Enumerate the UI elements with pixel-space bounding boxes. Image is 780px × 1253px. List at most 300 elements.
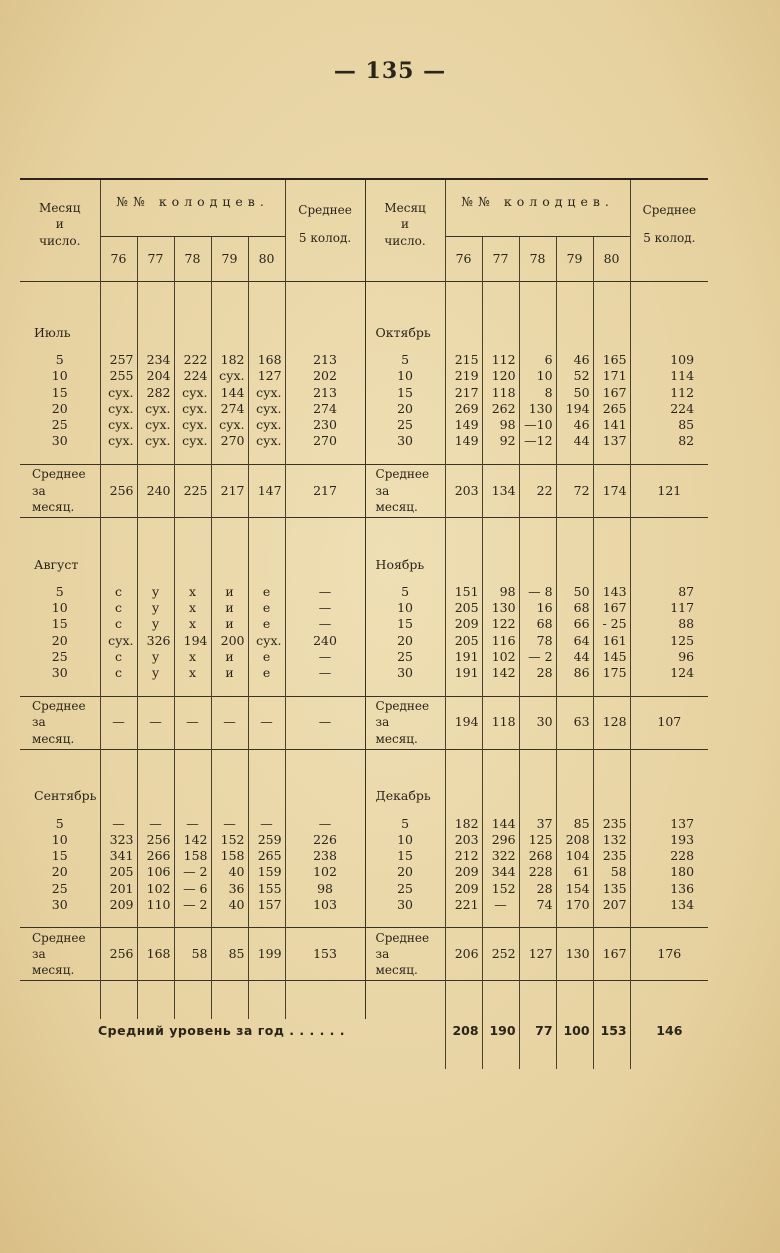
gap-cell: [20, 450, 100, 465]
well-value: 50: [556, 584, 593, 600]
well-value: 58: [593, 864, 630, 880]
well-value: 64: [556, 633, 593, 649]
gap-cell: [100, 913, 137, 928]
year-well-average: 77: [519, 1019, 556, 1043]
well-value: 127: [248, 368, 285, 384]
gap-cell: [174, 808, 211, 816]
well-value: 168: [248, 352, 285, 368]
well-value: с: [100, 616, 137, 632]
well-value: 182: [445, 816, 482, 832]
well-value: 149: [445, 417, 482, 433]
table-row: [20, 368, 708, 384]
table-row: [20, 633, 708, 649]
well-value: 204: [137, 368, 174, 384]
well-value: 137: [593, 433, 630, 449]
well-value: 154: [556, 881, 593, 897]
empty-cell: [100, 322, 137, 344]
well-value: — 8: [519, 584, 556, 600]
well-value: 122: [482, 616, 519, 632]
spacer-cell: [248, 749, 285, 786]
well-value: е: [248, 584, 285, 600]
gap-cell: [445, 344, 482, 352]
spacer-cell: [248, 282, 285, 323]
spacer-cell: [593, 282, 630, 323]
well-value: с: [100, 665, 137, 681]
gap-row: [20, 913, 708, 928]
empty-cell: [556, 786, 593, 808]
day-cell: 5: [55, 352, 64, 367]
well-value: 157: [248, 897, 285, 913]
row-average: —: [285, 600, 365, 616]
well-value: 135: [593, 881, 630, 897]
well-value: 149: [445, 433, 482, 449]
well-value: 255: [100, 368, 137, 384]
row-average: 226: [285, 832, 365, 848]
day-cell: 25: [365, 417, 445, 433]
day-cell: 5: [365, 584, 445, 600]
well-value: 262: [482, 401, 519, 417]
spacer-cell: [100, 749, 137, 786]
monthly-five-well-average: 217: [285, 464, 365, 517]
spacer-cell: [482, 749, 519, 786]
gap-cell: [630, 808, 708, 816]
month-name: Сентябрь: [34, 788, 97, 804]
well-value: сух.: [174, 401, 211, 417]
gap-cell: [285, 344, 365, 352]
spacer-cell: [445, 1043, 482, 1069]
gap-cell: [174, 913, 211, 928]
well-value: 37: [519, 816, 556, 832]
spacer-cell: [445, 749, 482, 786]
well-value: 257: [100, 352, 137, 368]
empty-cell: [248, 786, 285, 808]
monthly-five-well-average: —: [285, 696, 365, 749]
empty-cell: [285, 786, 365, 808]
well-value: 208: [556, 832, 593, 848]
well-value: 228: [519, 864, 556, 880]
row-average: —: [285, 584, 365, 600]
gap-cell: [482, 682, 519, 697]
table-row: [20, 832, 708, 848]
well-value: 151: [445, 584, 482, 600]
empty-cell: [211, 554, 248, 576]
gap-cell: [285, 913, 365, 928]
well-value: сух.: [248, 401, 285, 417]
monthly-well-average: 30: [519, 696, 556, 749]
day-cell: 20: [51, 864, 68, 880]
well-value: 61: [556, 864, 593, 880]
row-average: 87: [630, 584, 708, 600]
table-row: [20, 385, 708, 401]
monthly-well-average: 72: [556, 464, 593, 517]
average-column-header: Среднее 5 колод.: [630, 179, 708, 282]
table-row: [20, 816, 708, 832]
empty-cell: [630, 554, 708, 576]
well-value: сух.: [100, 417, 137, 433]
row-average: —: [285, 616, 365, 632]
monthly-well-average: —: [211, 696, 248, 749]
row-average: 85: [630, 417, 708, 433]
well-value: 259: [248, 832, 285, 848]
well-value: 171: [593, 368, 630, 384]
gap-cell: [137, 450, 174, 465]
row-average: 117: [630, 600, 708, 616]
well-value: х: [174, 616, 211, 632]
monthly-well-average: 58: [174, 928, 211, 981]
empty-cell: [630, 322, 708, 344]
well-value: 203: [445, 832, 482, 848]
gap-cell: [556, 808, 593, 816]
empty-cell: [519, 554, 556, 576]
spacer-cell: [365, 749, 445, 786]
day-cell: 10: [51, 600, 68, 616]
row-average: 98: [285, 881, 365, 897]
table-row: [20, 864, 708, 880]
spacer-cell: [593, 1043, 630, 1069]
gap-cell: [445, 682, 482, 697]
block-spacer: [20, 749, 708, 786]
gap-cell: [100, 682, 137, 697]
monthly-average-label: Среднее за месяц.: [365, 928, 445, 981]
well-value: 44: [556, 433, 593, 449]
row-average: —: [285, 649, 365, 665]
well-value: — 6: [174, 881, 211, 897]
well-value: 323: [100, 832, 137, 848]
row-average: 124: [630, 665, 708, 681]
day-cell: 20: [365, 633, 445, 649]
gap-cell: [20, 913, 100, 928]
gap-row: [20, 682, 708, 697]
gap-cell: [519, 682, 556, 697]
well-value: 165: [593, 352, 630, 368]
gap-row: [20, 344, 708, 352]
well-value: сух.: [211, 368, 248, 384]
well-value: 155: [248, 881, 285, 897]
year-well-average: 190: [482, 1019, 519, 1043]
gap-row: [20, 576, 708, 584]
gap-cell: [445, 808, 482, 816]
gap-cell: [556, 450, 593, 465]
wells-column-header: №№ колодцев.: [100, 179, 285, 237]
gap-cell: [211, 913, 248, 928]
day-cell: 5: [365, 352, 445, 368]
well-value: сух.: [248, 385, 285, 401]
row-average: 96: [630, 649, 708, 665]
monthly-well-average: 206: [445, 928, 482, 981]
well-number-header: 76: [445, 237, 482, 282]
well-value: е: [248, 649, 285, 665]
well-value: —: [248, 816, 285, 832]
row-average: 114: [630, 368, 708, 384]
well-value: 145: [593, 649, 630, 665]
month-name: Октябрь: [365, 322, 445, 344]
well-value: 205: [445, 600, 482, 616]
empty-cell: [445, 322, 482, 344]
well-value: 141: [593, 417, 630, 433]
gap-cell: [593, 344, 630, 352]
well-value: 215: [445, 352, 482, 368]
monthly-well-average: 127: [519, 928, 556, 981]
well-value: —: [482, 897, 519, 913]
gap-cell: [211, 808, 248, 816]
spacer-cell: [630, 981, 708, 1020]
well-value: 152: [482, 881, 519, 897]
day-cell: 20: [51, 632, 68, 648]
well-value: —: [137, 816, 174, 832]
table-row: [20, 433, 708, 449]
spacer-cell: [519, 749, 556, 786]
table-row: [20, 401, 708, 417]
row-average: 228: [630, 848, 708, 864]
gap-cell: [248, 450, 285, 465]
well-value: —: [211, 816, 248, 832]
well-value: 269: [445, 401, 482, 417]
well-number-header: 79: [211, 237, 248, 282]
spacer-cell: [365, 981, 445, 1020]
gap-cell: [174, 682, 211, 697]
row-average: —: [285, 816, 365, 832]
spacer-cell: [445, 282, 482, 323]
spacer-cell: [630, 282, 708, 323]
gap-cell: [519, 913, 556, 928]
well-value: 28: [519, 665, 556, 681]
gap-cell: [482, 913, 519, 928]
empty-cell: [556, 554, 593, 576]
well-value: 200: [211, 633, 248, 649]
well-value: 207: [593, 897, 630, 913]
well-value: 167: [593, 600, 630, 616]
empty-cell: [248, 322, 285, 344]
row-average: 202: [285, 368, 365, 384]
monthly-five-well-average: 121: [630, 464, 708, 517]
gap-cell: [482, 450, 519, 465]
month-name: Ноябрь: [365, 554, 445, 576]
well-value: сух.: [174, 433, 211, 449]
well-value: 209: [445, 881, 482, 897]
day-cell: 30: [365, 665, 445, 681]
monthly-well-average: 199: [248, 928, 285, 981]
gap-cell: [174, 576, 211, 584]
monthly-well-average: 22: [519, 464, 556, 517]
monthly-well-average: 240: [137, 464, 174, 517]
well-value: 110: [137, 897, 174, 913]
row-average: 238: [285, 848, 365, 864]
well-value: 66: [556, 616, 593, 632]
empty-cell: [100, 554, 137, 576]
well-value: 142: [174, 832, 211, 848]
monthly-well-average: 256: [100, 464, 137, 517]
empty-cell: [211, 322, 248, 344]
spacer-cell: [556, 282, 593, 323]
gap-cell: [593, 682, 630, 697]
empty-cell: [445, 786, 482, 808]
well-value: сух.: [137, 417, 174, 433]
row-average: 112: [630, 385, 708, 401]
well-value: — 2: [174, 864, 211, 880]
well-value: 50: [556, 385, 593, 401]
well-value: 106: [137, 864, 174, 880]
monthly-well-average: 167: [593, 928, 630, 981]
well-number-header: 77: [482, 237, 519, 282]
row-average: 137: [630, 816, 708, 832]
row-average: 102: [285, 864, 365, 880]
monthly-five-well-average: 153: [285, 928, 365, 981]
gap-cell: [482, 808, 519, 816]
spacer-cell: [482, 981, 519, 1020]
well-value: с: [100, 600, 137, 616]
row-average: 224: [630, 401, 708, 417]
empty-cell: [630, 786, 708, 808]
well-value: —12: [519, 433, 556, 449]
gap-cell: [20, 344, 100, 352]
empty-cell: [482, 554, 519, 576]
average-column-header: Среднее 5 колод.: [285, 179, 365, 282]
well-value: 209: [445, 616, 482, 632]
empty-cell: [445, 554, 482, 576]
spacer-cell: [211, 517, 248, 554]
well-value: 265: [248, 848, 285, 864]
spacer-cell: [100, 981, 137, 1020]
gap-cell: [519, 344, 556, 352]
well-value: у: [137, 600, 174, 616]
well-value: и: [211, 616, 248, 632]
spacer-cell: [482, 1043, 519, 1069]
table-row: [20, 417, 708, 433]
gap-cell: [556, 344, 593, 352]
well-value: 341: [100, 848, 137, 864]
day-cell: 25: [365, 881, 445, 897]
spacer-cell: [445, 981, 482, 1020]
well-value: 98: [482, 417, 519, 433]
year-well-average: 153: [593, 1019, 630, 1043]
monthly-well-average: 203: [445, 464, 482, 517]
well-value: 274: [211, 401, 248, 417]
day-cell: 5: [365, 816, 445, 832]
month-title-row: [20, 554, 708, 576]
well-value: 132: [593, 832, 630, 848]
table-row: [20, 600, 708, 616]
day-cell: 5: [55, 583, 64, 599]
spacer-cell: [593, 517, 630, 554]
spacer-cell: [285, 517, 365, 554]
well-levels-table: [20, 178, 708, 1069]
table-row: [20, 848, 708, 864]
row-average: 230: [285, 417, 365, 433]
gap-cell: [365, 344, 445, 352]
well-value: 235: [593, 848, 630, 864]
spacer-cell: [593, 981, 630, 1020]
well-value: 182: [211, 352, 248, 368]
well-value: 205: [100, 864, 137, 880]
well-value: сух.: [100, 401, 137, 417]
spacer-cell: [365, 517, 445, 554]
row-average: 240: [285, 633, 365, 649]
well-value: 194: [556, 401, 593, 417]
well-value: 222: [174, 352, 211, 368]
spacer-cell: [630, 517, 708, 554]
page-number: — 135 —: [333, 58, 447, 84]
gap-cell: [20, 808, 100, 816]
well-value: с: [100, 584, 137, 600]
well-value: сух.: [174, 385, 211, 401]
spacer-cell: [630, 1043, 708, 1069]
well-value: 142: [482, 665, 519, 681]
day-cell: 15: [365, 385, 445, 401]
gap-cell: [519, 450, 556, 465]
well-value: 6: [519, 352, 556, 368]
spacer-cell: [519, 981, 556, 1020]
spacer-cell: [100, 517, 137, 554]
empty-cell: [137, 322, 174, 344]
monthly-well-average: 128: [593, 696, 630, 749]
gap-cell: [100, 344, 137, 352]
monthly-average-row: [20, 928, 708, 981]
monthly-well-average: 134: [482, 464, 519, 517]
spacer-cell: [20, 1043, 445, 1069]
spacer-cell: [211, 981, 248, 1020]
well-value: 221: [445, 897, 482, 913]
spacer-cell: [248, 981, 285, 1020]
spacer-cell: [519, 517, 556, 554]
well-value: 322: [482, 848, 519, 864]
row-average: 136: [630, 881, 708, 897]
spacer-cell: [556, 981, 593, 1020]
well-value: 144: [211, 385, 248, 401]
well-value: 68: [519, 616, 556, 632]
well-value: 36: [211, 881, 248, 897]
spacer-cell: [174, 749, 211, 786]
well-value: сух.: [137, 433, 174, 449]
well-value: 344: [482, 864, 519, 880]
monthly-well-average: 118: [482, 696, 519, 749]
row-average: 109: [630, 352, 708, 368]
spacer-cell: [519, 1043, 556, 1069]
well-value: 16: [519, 600, 556, 616]
well-value: 191: [445, 649, 482, 665]
day-cell: 15: [365, 848, 445, 864]
month-name: Июль: [34, 324, 71, 340]
empty-cell: [556, 322, 593, 344]
well-value: 234: [137, 352, 174, 368]
gap-cell: [174, 450, 211, 465]
well-value: 158: [211, 848, 248, 864]
well-value: 46: [556, 417, 593, 433]
well-value: 125: [519, 832, 556, 848]
spacer-cell: [482, 517, 519, 554]
monthly-well-average: 168: [137, 928, 174, 981]
empty-cell: [482, 322, 519, 344]
month-name: Август: [34, 556, 79, 572]
well-value: 92: [482, 433, 519, 449]
spacer-cell: [482, 282, 519, 323]
monthly-well-average: 174: [593, 464, 630, 517]
well-value: с: [100, 649, 137, 665]
empty-cell: [519, 786, 556, 808]
well-value: 209: [445, 864, 482, 880]
day-cell: 20: [51, 400, 68, 416]
well-number-header: 78: [519, 237, 556, 282]
well-value: сух.: [248, 417, 285, 433]
well-value: 152: [211, 832, 248, 848]
gap-cell: [211, 450, 248, 465]
gap-cell: [248, 344, 285, 352]
monthly-five-well-average: 107: [630, 696, 708, 749]
gap-cell: [445, 576, 482, 584]
well-value: 118: [482, 385, 519, 401]
gap-cell: [211, 682, 248, 697]
well-value: 201: [100, 881, 137, 897]
monthly-well-average: 130: [556, 928, 593, 981]
